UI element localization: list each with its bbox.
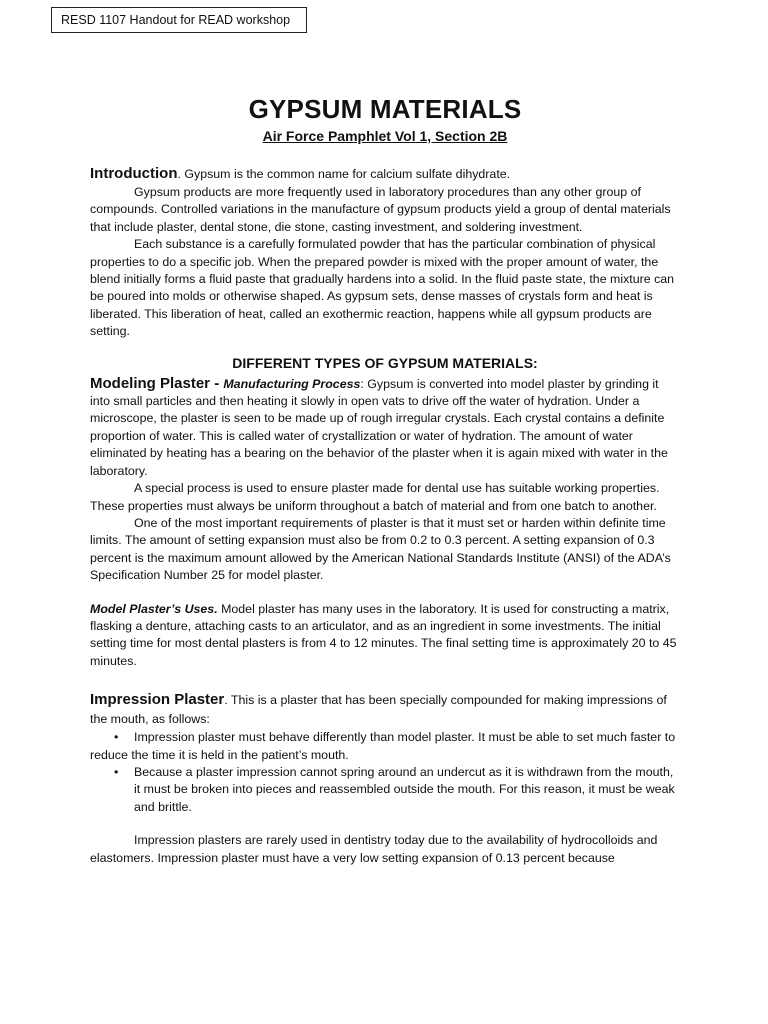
impression-intro <box>90 690 680 729</box>
spacer <box>90 816 680 832</box>
bullet-glyph: • <box>114 764 119 779</box>
modeling-subheading: Manufacturing Process <box>223 376 361 391</box>
document-subtitle: Air Force Pamphlet Vol 1, Section 2B <box>262 128 508 144</box>
model-plaster-uses <box>90 601 680 671</box>
uses-heading: Model Plaster’s Uses. <box>90 601 218 616</box>
types-heading: DIFFERENT TYPES OF GYPSUM MATERIALS: <box>232 354 538 371</box>
modeling-paragraph-1 <box>90 375 680 480</box>
handout-label: RESD 1107 Handout for READ workshop <box>61 13 291 27</box>
modeling-paragraph-1-text: : Gypsum is converted into model plaster by grinding it into small particles and then heating it slowly in open vats to drive off the water of hydration. Under a microscope, the plaster is seen to be made up of rough irregular crystals. Each crystal contains a definite proportion of water. This is called water of crystallization or water of hydration. The amount of water eliminated by heating has a bearing on the behavior of the plaster when it is again mixed with water in the laboratory. <box>90 376 668 478</box>
handout-label-box <box>51 7 307 33</box>
document-body <box>90 92 680 867</box>
intro-first-line <box>90 164 680 184</box>
impression-intro-text: . This is a plaster that has been specially compounded for making impressions of the mouth, as follows: <box>90 693 667 727</box>
spacer <box>90 585 680 601</box>
list-item-text: Impression plaster must behave differently than model plaster. It must be able to set much faster to reduce the time it is held in the patient’s mouth. <box>90 730 676 762</box>
intro-paragraph-1: Gypsum products are more frequently used in laboratory procedures than any other group of compounds. Controlled variations in the manufacture of gypsum products yield a group of dental materials that include plaster, dental stone, die stone, casting investment, and soldering investment. <box>90 185 671 234</box>
document-title: GYPSUM MATERIALS <box>248 94 522 124</box>
intro-first-text: . Gypsum is the common name for calcium sulfate dihydrate. <box>177 167 511 181</box>
impression-bullet-list <box>90 729 680 816</box>
bullet-glyph: • <box>114 730 119 745</box>
intro-heading: Introduction <box>90 165 178 182</box>
list-item-text: Because a plaster impression cannot spring around an undercut as it is withdrawn from the mouth, it must be broken into pieces and reassembled outside the mouth. For this reason, it must be weak and brittle. <box>134 764 675 814</box>
impression-heading: Impression Plaster <box>90 691 225 709</box>
list-item <box>90 764 680 816</box>
modeling-paragraph-3: One of the most important requirements of plaster is that it must set or harden within definite time limits. The amount of setting expansion must also be from 0.2 to 0.3 percent. A setting expansion of 0.3 percent is the maximum amount allowed by the American National Standards Institute (ANSI) of the ADA’s Specification Number 25 for model plaster. <box>90 515 671 583</box>
intro-paragraph-2: Each substance is a carefully formulated powder that has the particular combination of physical properties to do a specific job. When the prepared powder is mixed with the proper amount of water, the blend initially forms a fluid paste that gradually hardens into a solid. In the fluid paste state, the mixture can be poured into molds or otherwise shaped. As gypsum sets, dense masses of crystals form and heat is liberated. This liberation of heat, called an exothermic reaction, happens while all gypsum products are setting. <box>90 237 675 339</box>
impression-closing: Impression plasters are rarely used in dentistry today due to the availability of hydrocolloids and elastomers. Impression plaster must have a very low setting expansion of 0.13 percent because <box>90 833 658 865</box>
spacer <box>90 670 680 690</box>
modeling-heading: Modeling Plaster - <box>90 374 224 392</box>
list-item <box>90 729 680 764</box>
modeling-paragraph-2: A special process is used to ensure plaster made for dental use has suitable working properties. These properties must always be uniform throughout a batch of material and from one batch to another. <box>90 481 660 513</box>
uses-text: Model plaster has many uses in the laboratory. It is used for constructing a matrix, flasking a denture, attaching casts to an articulator, and as an ingredient in some investments. The initial setting time for most dental plasters is from 4 to 12 minutes. The final setting time is approximately 20 to 45 minutes. <box>90 601 677 668</box>
